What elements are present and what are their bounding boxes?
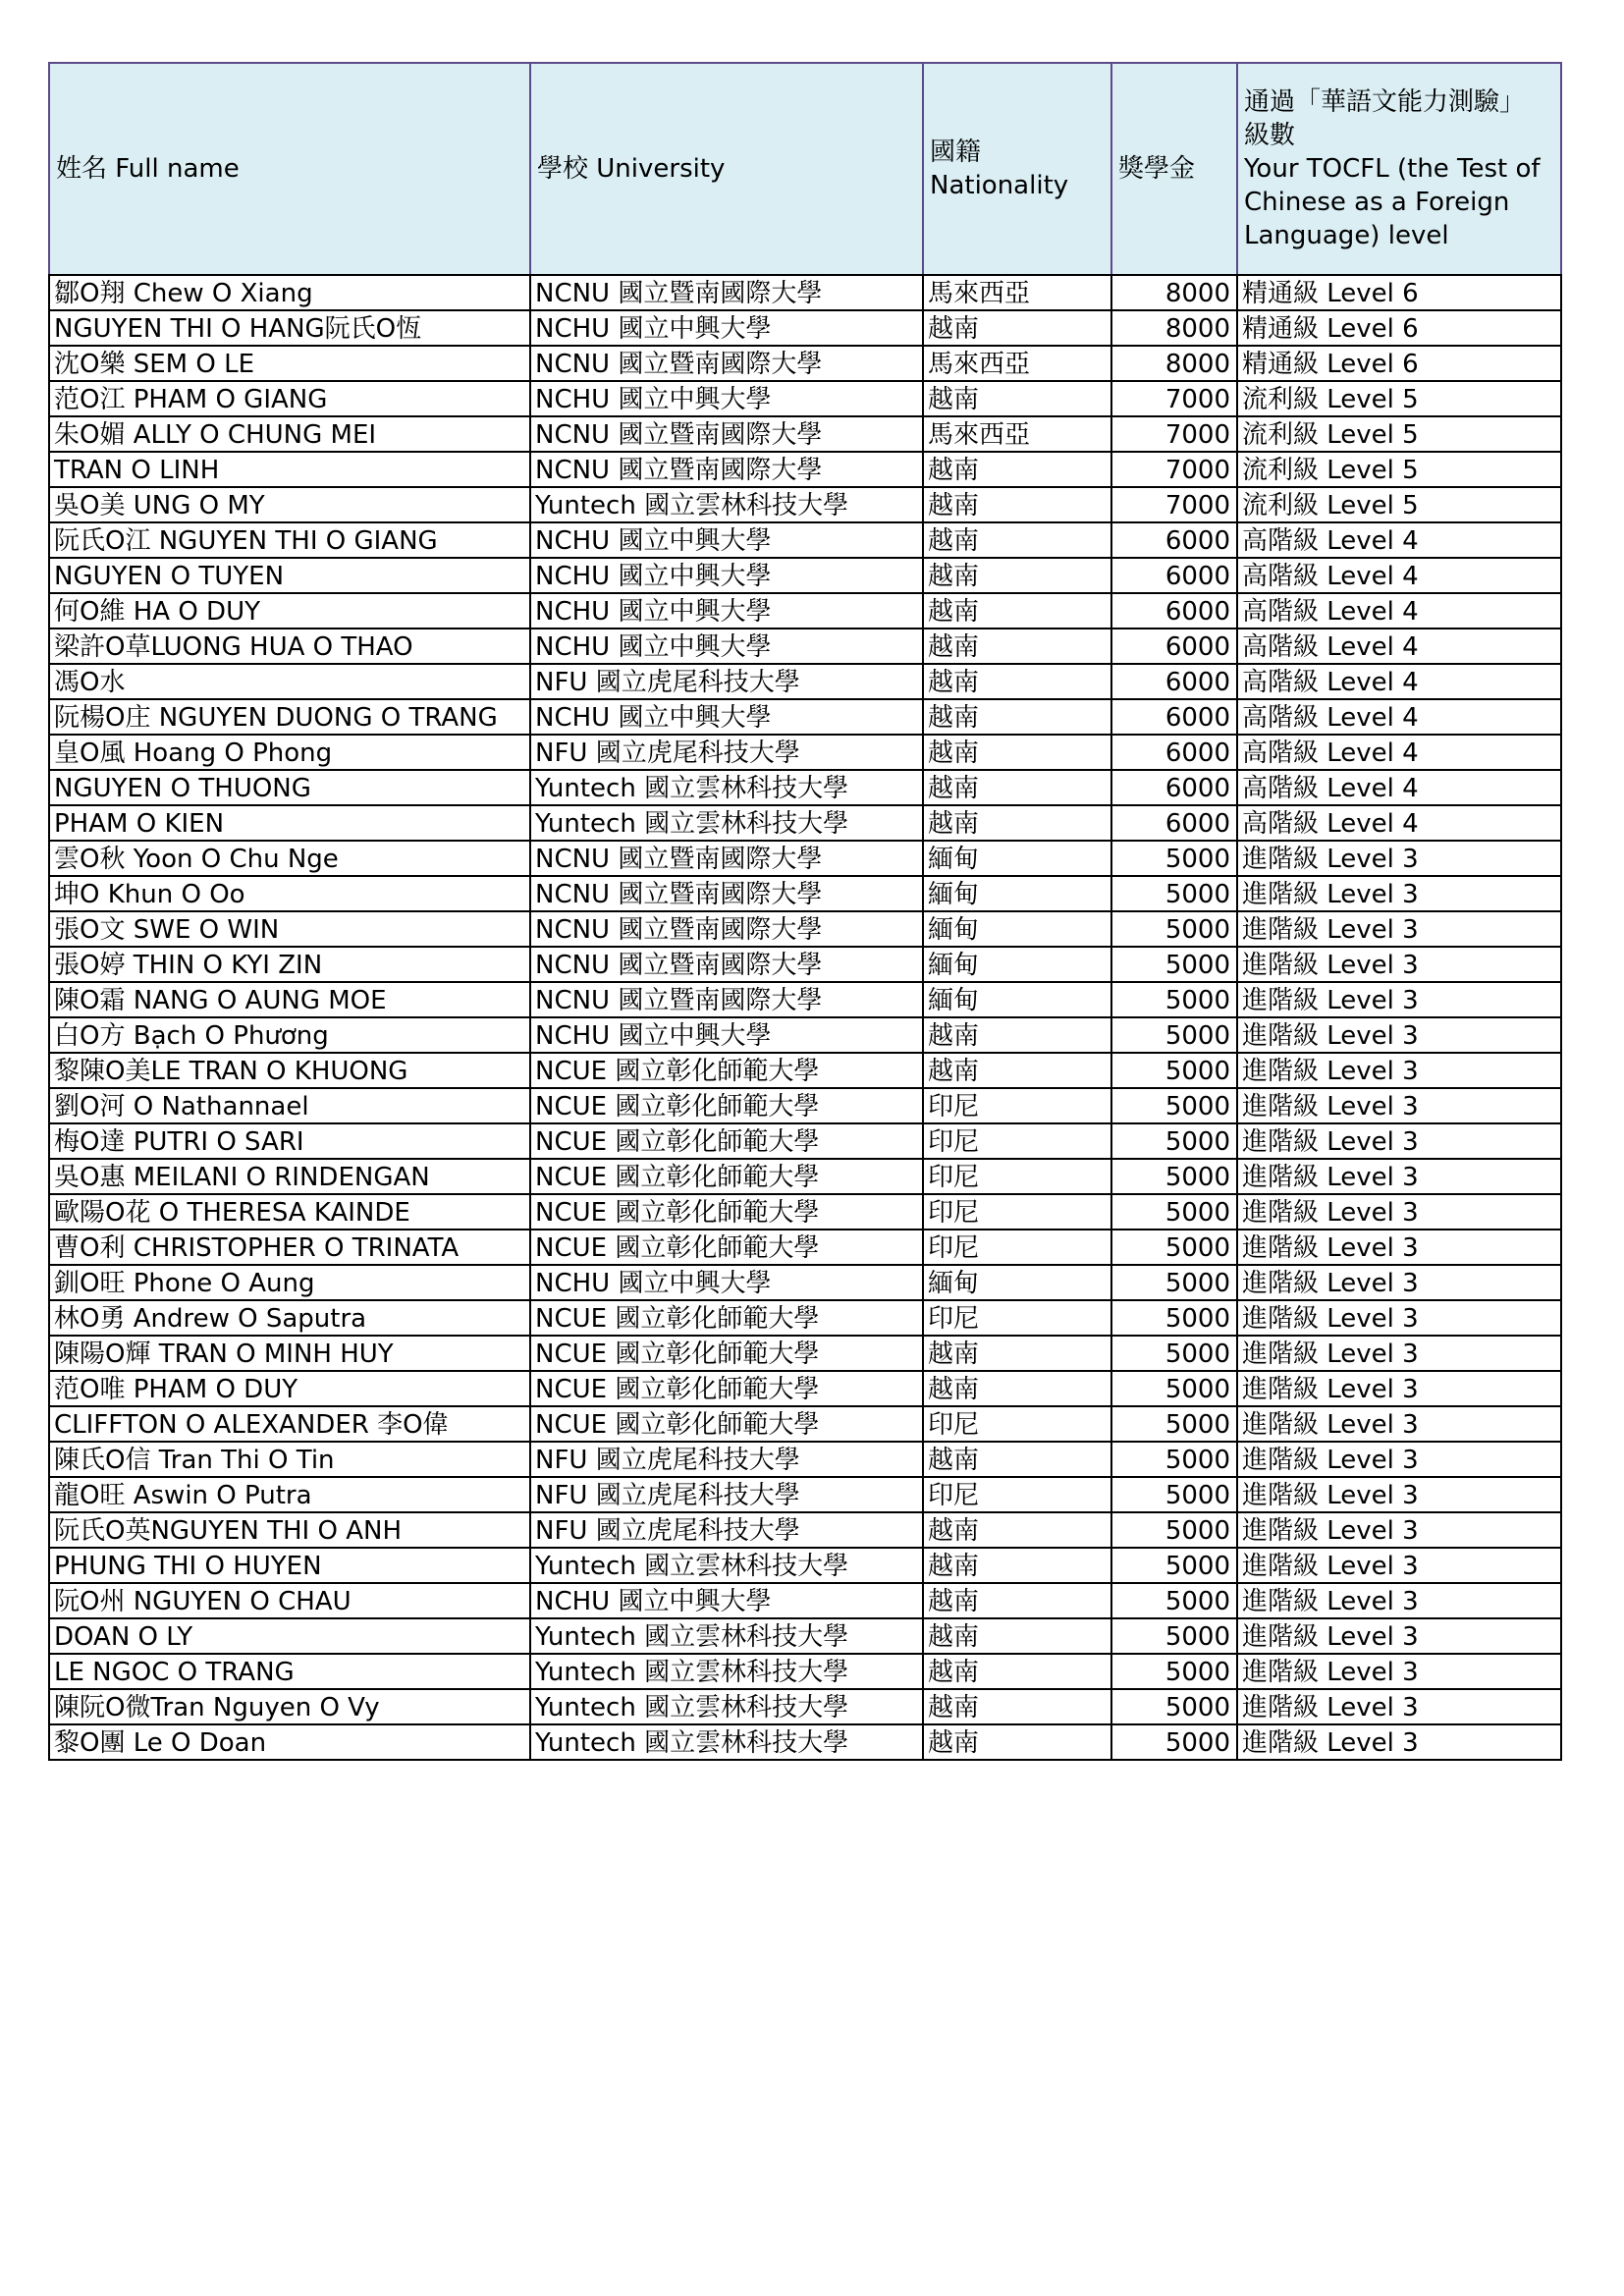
cell-amount: 5000 <box>1111 1017 1237 1053</box>
cell-amount: 5000 <box>1111 982 1237 1017</box>
cell-level: 進階級 Level 3 <box>1237 1159 1561 1194</box>
cell-amount: 6000 <box>1111 699 1237 735</box>
cell-level: 進階級 Level 3 <box>1237 1371 1561 1406</box>
table-row <box>49 629 1561 664</box>
cell-nationality: 越南 <box>923 735 1111 770</box>
cell-name: 坤O Khun O Oo <box>49 876 530 911</box>
cell-name: 吳O美 UNG O MY <box>49 487 530 522</box>
cell-school: NCNU 國立暨南國際大學 <box>530 416 923 452</box>
cell-name: 釧O旺 Phone O Aung <box>49 1265 530 1300</box>
cell-school: Yuntech 國立雲林科技大學 <box>530 1654 923 1689</box>
header-row <box>49 63 1561 275</box>
cell-name: 雲O秋 Yoon O Chu Nge <box>49 841 530 876</box>
cell-name: 陳氏O信 Tran Thi O Tin <box>49 1442 530 1477</box>
cell-level: 精通級 Level 6 <box>1237 346 1561 381</box>
cell-nationality: 印尼 <box>923 1300 1111 1336</box>
cell-name: TRAN O LINH <box>49 452 530 487</box>
cell-school: Yuntech 國立雲林科技大學 <box>530 1689 923 1724</box>
cell-amount: 6000 <box>1111 805 1237 841</box>
cell-name: 陳O霜 NANG O AUNG MOE <box>49 982 530 1017</box>
cell-level: 進階級 Level 3 <box>1237 1618 1561 1654</box>
cell-name: DOAN O LY <box>49 1618 530 1654</box>
cell-amount: 5000 <box>1111 947 1237 982</box>
cell-school: NCUE 國立彰化師範大學 <box>530 1336 923 1371</box>
cell-level: 進階級 Level 3 <box>1237 982 1561 1017</box>
cell-level: 流利級 Level 5 <box>1237 452 1561 487</box>
cell-school: NCHU 國立中興大學 <box>530 1265 923 1300</box>
cell-level: 進階級 Level 3 <box>1237 1583 1561 1618</box>
cell-school: NCHU 國立中興大學 <box>530 593 923 629</box>
cell-amount: 5000 <box>1111 1512 1237 1548</box>
table-row <box>49 699 1561 735</box>
cell-name: PHUNG THI O HUYEN <box>49 1548 530 1583</box>
cell-nationality: 緬甸 <box>923 876 1111 911</box>
cell-name: CLIFFTON O ALEXANDER 李O偉 <box>49 1406 530 1442</box>
cell-amount: 5000 <box>1111 1406 1237 1442</box>
header-school-label: 學校 University <box>537 154 726 184</box>
cell-school: NCNU 國立暨南國際大學 <box>530 911 923 947</box>
cell-school: NCHU 國立中興大學 <box>530 699 923 735</box>
cell-school: Yuntech 國立雲林科技大學 <box>530 770 923 805</box>
table-row <box>49 1336 1561 1371</box>
cell-school: NCUE 國立彰化師範大學 <box>530 1194 923 1230</box>
cell-nationality: 緬甸 <box>923 947 1111 982</box>
cell-nationality: 越南 <box>923 1548 1111 1583</box>
cell-level: 進階級 Level 3 <box>1237 1017 1561 1053</box>
cell-nationality: 印尼 <box>923 1477 1111 1512</box>
cell-name: 梁許O草LUONG HUA O THAO <box>49 629 530 664</box>
cell-name: 劉O河 O Nathannael <box>49 1088 530 1123</box>
cell-nationality: 馬來西亞 <box>923 416 1111 452</box>
cell-name: LE NGOC O TRANG <box>49 1654 530 1689</box>
cell-name: 阮O州 NGUYEN O CHAU <box>49 1583 530 1618</box>
cell-amount: 8000 <box>1111 310 1237 346</box>
cell-school: NCNU 國立暨南國際大學 <box>530 275 923 310</box>
cell-nationality: 越南 <box>923 1583 1111 1618</box>
cell-name: 黎陳O美LE TRAN O KHUONG <box>49 1053 530 1088</box>
cell-school: NCUE 國立彰化師範大學 <box>530 1230 923 1265</box>
cell-nationality: 越南 <box>923 452 1111 487</box>
table-row <box>49 876 1561 911</box>
cell-nationality: 越南 <box>923 1017 1111 1053</box>
cell-amount: 5000 <box>1111 1053 1237 1088</box>
cell-amount: 7000 <box>1111 416 1237 452</box>
cell-nationality: 印尼 <box>923 1406 1111 1442</box>
cell-amount: 7000 <box>1111 487 1237 522</box>
cell-school: NFU 國立虎尾科技大學 <box>530 735 923 770</box>
cell-name: 范O唯 PHAM O DUY <box>49 1371 530 1406</box>
cell-name: 梅O達 PUTRI O SARI <box>49 1123 530 1159</box>
cell-school: NFU 國立虎尾科技大學 <box>530 1442 923 1477</box>
cell-level: 進階級 Level 3 <box>1237 1230 1561 1265</box>
cell-school: NCNU 國立暨南國際大學 <box>530 947 923 982</box>
cell-nationality: 越南 <box>923 487 1111 522</box>
cell-name: 曹O利 CHRISTOPHER O TRINATA <box>49 1230 530 1265</box>
header-level-line2: 級數 <box>1244 121 1296 150</box>
cell-school: NCUE 國立彰化師範大學 <box>530 1123 923 1159</box>
cell-level: 高階級 Level 4 <box>1237 558 1561 593</box>
cell-amount: 6000 <box>1111 770 1237 805</box>
table-row <box>49 1230 1561 1265</box>
cell-amount: 5000 <box>1111 1159 1237 1194</box>
cell-level: 進階級 Level 3 <box>1237 1689 1561 1724</box>
cell-school: NCHU 國立中興大學 <box>530 310 923 346</box>
cell-school: NFU 國立虎尾科技大學 <box>530 664 923 699</box>
cell-level: 進階級 Level 3 <box>1237 1724 1561 1760</box>
cell-level: 進階級 Level 3 <box>1237 876 1561 911</box>
table-row <box>49 664 1561 699</box>
table-row <box>49 1618 1561 1654</box>
table-row <box>49 1123 1561 1159</box>
cell-school: NCNU 國立暨南國際大學 <box>530 346 923 381</box>
cell-nationality: 越南 <box>923 1371 1111 1406</box>
cell-name: PHAM O KIEN <box>49 805 530 841</box>
cell-school: NCUE 國立彰化師範大學 <box>530 1406 923 1442</box>
cell-level: 高階級 Level 4 <box>1237 629 1561 664</box>
cell-level: 進階級 Level 3 <box>1237 841 1561 876</box>
cell-nationality: 馬來西亞 <box>923 275 1111 310</box>
cell-nationality: 緬甸 <box>923 1265 1111 1300</box>
cell-name: 朱O媚 ALLY O CHUNG MEI <box>49 416 530 452</box>
cell-amount: 6000 <box>1111 522 1237 558</box>
cell-level: 進階級 Level 3 <box>1237 1442 1561 1477</box>
cell-school: Yuntech 國立雲林科技大學 <box>530 1548 923 1583</box>
cell-amount: 5000 <box>1111 841 1237 876</box>
table-row <box>49 1689 1561 1724</box>
cell-amount: 6000 <box>1111 593 1237 629</box>
cell-amount: 5000 <box>1111 1477 1237 1512</box>
cell-level: 進階級 Level 3 <box>1237 1123 1561 1159</box>
header-level <box>1237 63 1561 275</box>
cell-nationality: 緬甸 <box>923 841 1111 876</box>
cell-amount: 6000 <box>1111 629 1237 664</box>
cell-amount: 7000 <box>1111 381 1237 416</box>
cell-nationality: 印尼 <box>923 1230 1111 1265</box>
cell-nationality: 印尼 <box>923 1194 1111 1230</box>
cell-nationality: 越南 <box>923 1654 1111 1689</box>
cell-level: 精通級 Level 6 <box>1237 310 1561 346</box>
cell-amount: 8000 <box>1111 346 1237 381</box>
cell-name: 黎O團 Le O Doan <box>49 1724 530 1760</box>
cell-name: 阮氏O江 NGUYEN THI O GIANG <box>49 522 530 558</box>
cell-level: 進階級 Level 3 <box>1237 947 1561 982</box>
table-row <box>49 1159 1561 1194</box>
table-row <box>49 1724 1561 1760</box>
cell-nationality: 越南 <box>923 522 1111 558</box>
cell-school: NCHU 國立中興大學 <box>530 381 923 416</box>
cell-name: 鄒O翔 Chew O Xiang <box>49 275 530 310</box>
table-row <box>49 346 1561 381</box>
cell-school: NCNU 國立暨南國際大學 <box>530 452 923 487</box>
table-row <box>49 593 1561 629</box>
cell-level: 進階級 Level 3 <box>1237 1194 1561 1230</box>
cell-name: NGUYEN O TUYEN <box>49 558 530 593</box>
header-nationality-zh: 國籍 <box>930 137 982 167</box>
header-name <box>49 63 530 275</box>
cell-level: 高階級 Level 4 <box>1237 770 1561 805</box>
cell-amount: 8000 <box>1111 275 1237 310</box>
cell-amount: 5000 <box>1111 911 1237 947</box>
header-level-line3: Your TOCFL (the Test of Chinese as a Foreign Language) level <box>1244 154 1541 250</box>
cell-nationality: 越南 <box>923 664 1111 699</box>
cell-amount: 5000 <box>1111 1442 1237 1477</box>
cell-name: 馮O水 <box>49 664 530 699</box>
table-row <box>49 1371 1561 1406</box>
cell-amount: 5000 <box>1111 1123 1237 1159</box>
cell-level: 高階級 Level 4 <box>1237 522 1561 558</box>
cell-nationality: 緬甸 <box>923 911 1111 947</box>
cell-level: 高階級 Level 4 <box>1237 735 1561 770</box>
table-row <box>49 1442 1561 1477</box>
cell-nationality: 越南 <box>923 310 1111 346</box>
cell-school: NCHU 國立中興大學 <box>530 522 923 558</box>
cell-amount: 5000 <box>1111 1689 1237 1724</box>
cell-nationality: 越南 <box>923 1618 1111 1654</box>
cell-nationality: 越南 <box>923 629 1111 664</box>
table-row <box>49 310 1561 346</box>
cell-amount: 5000 <box>1111 1548 1237 1583</box>
table-row <box>49 522 1561 558</box>
cell-amount: 5000 <box>1111 1088 1237 1123</box>
cell-school: NCUE 國立彰化師範大學 <box>530 1159 923 1194</box>
cell-name: 張O婷 THIN O KYI ZIN <box>49 947 530 982</box>
table-row <box>49 558 1561 593</box>
table-row <box>49 1017 1561 1053</box>
cell-level: 流利級 Level 5 <box>1237 381 1561 416</box>
header-school <box>530 63 923 275</box>
cell-level: 進階級 Level 3 <box>1237 1477 1561 1512</box>
cell-nationality: 越南 <box>923 1512 1111 1548</box>
cell-nationality: 印尼 <box>923 1159 1111 1194</box>
cell-nationality: 越南 <box>923 770 1111 805</box>
cell-school: NCUE 國立彰化師範大學 <box>530 1088 923 1123</box>
cell-amount: 5000 <box>1111 1194 1237 1230</box>
cell-name: 皇O風 Hoang O Phong <box>49 735 530 770</box>
table-row <box>49 1477 1561 1512</box>
table-row <box>49 1300 1561 1336</box>
cell-nationality: 越南 <box>923 593 1111 629</box>
header-nationality-en: Nationality <box>930 171 1069 200</box>
cell-nationality: 馬來西亞 <box>923 346 1111 381</box>
cell-school: NCHU 國立中興大學 <box>530 558 923 593</box>
cell-amount: 7000 <box>1111 452 1237 487</box>
cell-level: 流利級 Level 5 <box>1237 487 1561 522</box>
cell-amount: 5000 <box>1111 1618 1237 1654</box>
cell-level: 進階級 Level 3 <box>1237 1654 1561 1689</box>
cell-school: Yuntech 國立雲林科技大學 <box>530 805 923 841</box>
table-row <box>49 416 1561 452</box>
cell-school: NFU 國立虎尾科技大學 <box>530 1512 923 1548</box>
cell-nationality: 越南 <box>923 381 1111 416</box>
header-name-label: 姓名 Full name <box>56 154 240 184</box>
cell-level: 精通級 Level 6 <box>1237 275 1561 310</box>
table-row <box>49 1548 1561 1583</box>
cell-level: 進階級 Level 3 <box>1237 1336 1561 1371</box>
cell-school: Yuntech 國立雲林科技大學 <box>530 1724 923 1760</box>
cell-nationality: 越南 <box>923 1053 1111 1088</box>
cell-school: NCUE 國立彰化師範大學 <box>530 1371 923 1406</box>
cell-amount: 5000 <box>1111 1371 1237 1406</box>
table-row <box>49 1406 1561 1442</box>
table-row <box>49 487 1561 522</box>
cell-level: 高階級 Level 4 <box>1237 664 1561 699</box>
cell-level: 流利級 Level 5 <box>1237 416 1561 452</box>
cell-school: NCHU 國立中興大學 <box>530 1583 923 1618</box>
header-nationality <box>923 63 1111 275</box>
table-row <box>49 452 1561 487</box>
cell-level: 進階級 Level 3 <box>1237 1053 1561 1088</box>
table-row <box>49 1088 1561 1123</box>
cell-amount: 5000 <box>1111 1336 1237 1371</box>
cell-nationality: 印尼 <box>923 1088 1111 1123</box>
table-row <box>49 1265 1561 1300</box>
cell-name: 陳阮O微Tran Nguyen O Vy <box>49 1689 530 1724</box>
cell-name: 林O勇 Andrew O Saputra <box>49 1300 530 1336</box>
cell-amount: 5000 <box>1111 1583 1237 1618</box>
cell-name: 沈O樂 SEM O LE <box>49 346 530 381</box>
cell-nationality: 越南 <box>923 1689 1111 1724</box>
cell-level: 進階級 Level 3 <box>1237 1512 1561 1548</box>
cell-amount: 5000 <box>1111 1265 1237 1300</box>
cell-name: 白O方 Bạch O Phương <box>49 1017 530 1053</box>
cell-level: 高階級 Level 4 <box>1237 805 1561 841</box>
cell-amount: 6000 <box>1111 735 1237 770</box>
table-row <box>49 275 1561 310</box>
cell-level: 進階級 Level 3 <box>1237 911 1561 947</box>
cell-level: 進階級 Level 3 <box>1237 1265 1561 1300</box>
cell-school: NCUE 國立彰化師範大學 <box>530 1300 923 1336</box>
table-row <box>49 735 1561 770</box>
cell-amount: 5000 <box>1111 1724 1237 1760</box>
cell-amount: 6000 <box>1111 558 1237 593</box>
cell-school: NCNU 國立暨南國際大學 <box>530 876 923 911</box>
header-scholarship <box>1111 63 1237 275</box>
cell-nationality: 越南 <box>923 558 1111 593</box>
cell-name: NGUYEN O THUONG <box>49 770 530 805</box>
table-row <box>49 1583 1561 1618</box>
cell-school: NCNU 國立暨南國際大學 <box>530 982 923 1017</box>
cell-amount: 6000 <box>1111 664 1237 699</box>
cell-nationality: 越南 <box>923 1724 1111 1760</box>
cell-name: 陳陽O輝 TRAN O MINH HUY <box>49 1336 530 1371</box>
table-row <box>49 911 1561 947</box>
cell-name: 龍O旺 Aswin O Putra <box>49 1477 530 1512</box>
header-level-line1: 通過「華語文能力測驗」 <box>1244 87 1526 117</box>
table-row <box>49 381 1561 416</box>
table-row <box>49 1654 1561 1689</box>
cell-school: NCUE 國立彰化師範大學 <box>530 1053 923 1088</box>
cell-name: 范O江 PHAM O GIANG <box>49 381 530 416</box>
cell-nationality: 印尼 <box>923 1123 1111 1159</box>
cell-level: 進階級 Level 3 <box>1237 1406 1561 1442</box>
cell-nationality: 越南 <box>923 805 1111 841</box>
cell-name: 阮楊O庄 NGUYEN DUONG O TRANG <box>49 699 530 735</box>
table-row <box>49 770 1561 805</box>
table-row <box>49 1194 1561 1230</box>
cell-school: NCHU 國立中興大學 <box>530 629 923 664</box>
cell-level: 進階級 Level 3 <box>1237 1548 1561 1583</box>
cell-school: NCHU 國立中興大學 <box>530 1017 923 1053</box>
cell-name: 阮氏O英NGUYEN THI O ANH <box>49 1512 530 1548</box>
cell-nationality: 越南 <box>923 1336 1111 1371</box>
cell-amount: 5000 <box>1111 876 1237 911</box>
table-row <box>49 982 1561 1017</box>
cell-level: 進階級 Level 3 <box>1237 1088 1561 1123</box>
cell-name: NGUYEN THI O HANG阮氏O恆 <box>49 310 530 346</box>
cell-name: 歐陽O花 O THERESA KAINDE <box>49 1194 530 1230</box>
cell-nationality: 越南 <box>923 1442 1111 1477</box>
cell-school: Yuntech 國立雲林科技大學 <box>530 1618 923 1654</box>
header-scholarship-label: 獎學金 <box>1118 154 1196 184</box>
cell-school: NFU 國立虎尾科技大學 <box>530 1477 923 1512</box>
cell-school: NCNU 國立暨南國際大學 <box>530 841 923 876</box>
cell-nationality: 緬甸 <box>923 982 1111 1017</box>
cell-school: Yuntech 國立雲林科技大學 <box>530 487 923 522</box>
cell-level: 進階級 Level 3 <box>1237 1300 1561 1336</box>
cell-name: 吳O惠 MEILANI O RINDENGAN <box>49 1159 530 1194</box>
cell-amount: 5000 <box>1111 1300 1237 1336</box>
table-row <box>49 1512 1561 1548</box>
cell-level: 高階級 Level 4 <box>1237 593 1561 629</box>
table-row <box>49 1053 1561 1088</box>
scholarship-table <box>48 62 1562 1761</box>
cell-amount: 5000 <box>1111 1230 1237 1265</box>
cell-name: 何O維 HA O DUY <box>49 593 530 629</box>
cell-amount: 5000 <box>1111 1654 1237 1689</box>
table-body <box>49 275 1561 1760</box>
table-header <box>49 63 1561 275</box>
cell-level: 高階級 Level 4 <box>1237 699 1561 735</box>
table-row <box>49 841 1561 876</box>
cell-nationality: 越南 <box>923 699 1111 735</box>
table-row <box>49 805 1561 841</box>
table-row <box>49 947 1561 982</box>
cell-name: 張O文 SWE O WIN <box>49 911 530 947</box>
